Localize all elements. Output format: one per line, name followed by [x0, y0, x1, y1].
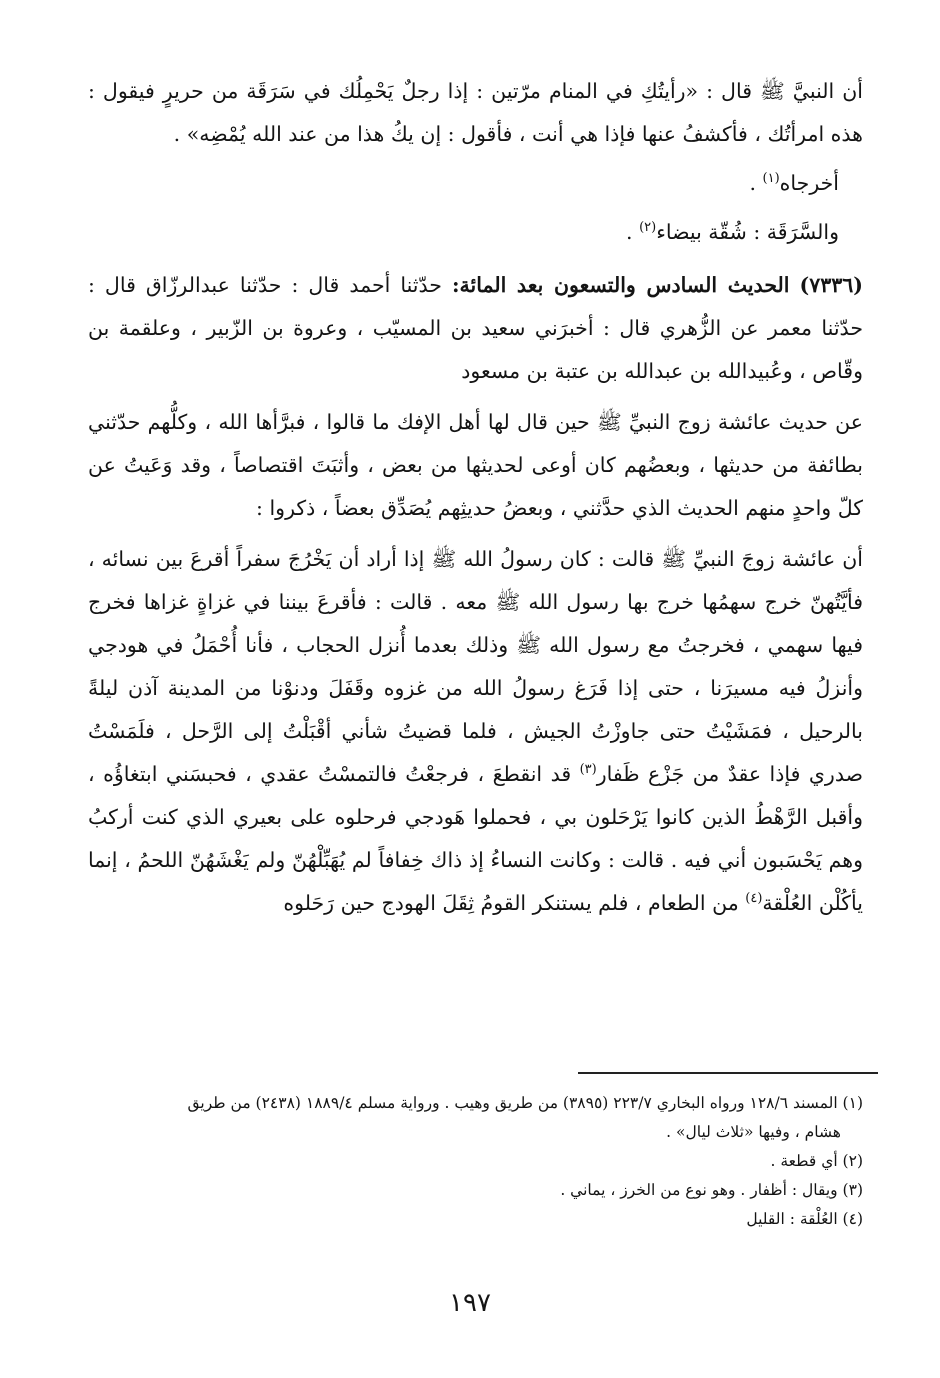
footnote-ref-3[interactable]: (٣) [579, 762, 597, 778]
gloss-text: والسَّرَقَة : شُقّة بيضاء [656, 220, 839, 244]
narration-paragraph [88, 538, 863, 925]
footnote-3: (٣) ويقال : أظفار . وهو نوع من الخرز ، يماني . [560, 1181, 863, 1199]
footnote-ref-4[interactable]: (٤) [745, 891, 763, 907]
page-number: ١٩٧ [449, 1288, 491, 1318]
footnotes [88, 1090, 863, 1235]
isnad-text: حدّثنا أحمد قال : حدّثنا عبدالرزّاق قال : حدّثنا معمر عن الزُّهري قال : أخبرَني سعيد بن المسيّب ، وعروة بن الزّبير ، وعلقمة بن وقّاص ، وعُبيدالله بن عبدالله بن عتبة بن مسعود [88, 273, 863, 383]
narration-part-a: أن عائشة زوجَ النبيِّ ﷺ قالت : كان رسولُ الله ﷺ إذا أراد أن يَخْرُجَ سفراً أقرعَ بين نسائه ، فأيَّتُهنّ خرج سهمُها خرج بها رسول الله ﷺ معه . قالت : فأقرعَ بيننا في غزاةٍ غزاها فخرج فيها سهمي ، فخرجتُ مع رسول الله ﷺ وذلك بعدما أُنزل الحجاب ، فأنا أُحْمَلُ في هودجي وأنزلُ فيه مسيرَنا ، حتى إذا فَرَغ رسولُ الله من غزوه وقَفَلَ ودنوْنا من المدينة آذن ليلةً بالرحيل ، فمَشَيْتُ حتى جاوزْتُ الجيش ، فلما قضيتُ شأني أقْبَلْتُ إلى الرَّحل ، فلَمَسْتُ صدري فإذا عقدٌ من جَزْع ظَفار [88, 547, 864, 786]
footnote-1-continued: هشام ، وفيها «ثلاث ليال» . [666, 1123, 841, 1141]
footnote-4: (٤) العُلْقة : القليل [746, 1210, 863, 1228]
footnote-ref-1[interactable]: (١) [762, 171, 780, 187]
narration-part-b: قد انقطعَ ، فرجعْتُ فالتمسْتُ عقدي ، فحبسَني ابتغاؤُه ، وأقبل الرَّهْطُ الذين كانوا يَرْحَلون بي ، فحملوا هَودجي فرحلوه على بعيري الذي كنت أركبُ وهم يَحْسَبون أني فيه . قالت : وكانت النساءُ إذ ذاك خِفافاً لم يُهَبِّلْهُنّ ولم يَغْشَهُنّ اللحمُ ، إنما يأكُلْن العُلْقة [88, 762, 863, 915]
hadith-heading [88, 264, 863, 393]
main-text [88, 70, 863, 925]
footnote-2: (٢) أي قطعة . [770, 1152, 863, 1170]
hadith-title: الحديث السادس والتسعون بعد المائة: [451, 273, 790, 297]
gloss-line [88, 211, 839, 254]
intro-paragraph: عن حديث عائشة زوج النبيِّ ﷺ حين قال لها أهل الإفك ما قالوا ، فبرَّأها الله ، وكلُّهم حدّثني بطائفة من حديثها ، وبعضُهم كان أوعى لحديثها من بعض ، وأثبَتَ اقتصاصاً ، وقد وَعَيتُ عن كلّ واحدٍ منهم الحديث الذي حدَّثني ، وبعضُ حديثِهم يُصَدِّق بعضاً ، ذكروا : [88, 410, 863, 520]
takhrij-tail: . [749, 171, 763, 195]
takhrij-text: أخرجاه [779, 171, 839, 195]
footnote-ref-2[interactable]: (٢) [639, 220, 657, 236]
narration-part-c: من الطعام ، فلم يستنكر القومُ ثِقَلَ الهودج حين رَحَلوه [283, 891, 746, 915]
footnote-divider [578, 1072, 878, 1074]
footnote-1: (١) المسند ١٢٨/٦ ورواه البخاري ٢٢٣/٧ (٣٨٩٥) من طريق وهيب . ورواية مسلم ١٨٨٩/٤ (٢٤٣٨) من طريق [187, 1094, 863, 1112]
hadith-number: (٧٣٣٦) [799, 273, 863, 297]
takhrij-line [88, 162, 839, 205]
gloss-tail: . [626, 220, 640, 244]
hadith-text-paragraph: أن النبيَّ ﷺ قال : «رأيتُكِ في المنام مرّتين : إذا رجلٌ يَحْمِلُك في سَرَقَة من حريرٍ فيقول : هذه امرأتُك ، فأكشفُ عنها فإذا هي أنت ، فأقول : إن يكُ هذا من عند الله يُمْضِه» . [88, 79, 863, 146]
